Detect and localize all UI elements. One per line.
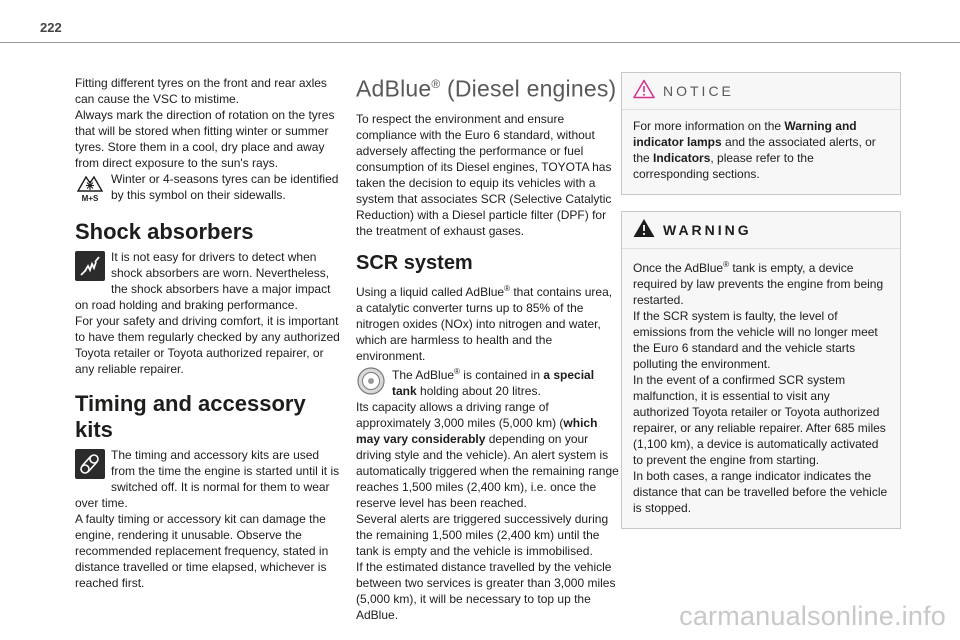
scr-text-1 — [356, 281, 621, 364]
warning-p1-b: tank is empty, a device required by law prevents the engine from being restarted. — [633, 261, 884, 307]
scr-heading: SCR system — [356, 251, 473, 274]
scr-p1-reg: ® — [504, 283, 511, 293]
timing-belt-icon — [75, 449, 105, 479]
cap-b: depending on your driving style and the vehicle). An alert system is automatically triggered when the remaining range reaches 1,500 miles (2,400 km), i.e. once the reserve level has been reached. — [356, 431, 619, 510]
warning-box — [621, 211, 901, 529]
capacity-text — [356, 399, 621, 511]
warning-text-2: If the SCR system is faulty, the level of emissions from the vehicle will no longer meet the Euro 6 standard and the vehicle starts polluting the environment. — [633, 309, 878, 371]
timing-row — [75, 447, 340, 511]
shock-absorbers-heading: Shock absorbers — [75, 219, 254, 244]
adblue-heading-reg: ® — [431, 77, 441, 91]
tank-reg: ® — [454, 366, 460, 376]
notice-bold-1: Warning and indicator lamps — [633, 119, 857, 149]
page-number: 222 — [40, 20, 62, 35]
tank-bold: a special tank — [392, 367, 595, 398]
warning-triangle-icon — [633, 218, 655, 242]
shock-absorber-icon — [75, 251, 105, 281]
warning-p1-a: Once the AdBlue — [633, 261, 724, 275]
winter-tyres-row — [75, 171, 340, 205]
winter-tyres-text: Winter or 4-seasons tyres can be identified by this symbol on their sidewalls. — [111, 172, 339, 202]
column-left — [75, 75, 340, 591]
column-middle — [356, 70, 621, 623]
notice-c: , please refer to the corresponding sections. — [633, 151, 814, 181]
notice-a: For more information on the — [633, 119, 785, 133]
shock-text-2: For your safety and driving comfort, it is important to have them regularly checked by any authorized Toyota retailer or Toyota authorized repairer, or any reliable repairer. — [75, 314, 340, 376]
warning-p1-reg: ® — [723, 260, 729, 269]
warning-body — [633, 257, 889, 516]
cap-bold: which may vary considerably — [356, 415, 598, 446]
adblue-intro: To respect the environment and ensure compliance with the Euro 6 standard, without adversely affecting the performance or fuel consumption of its Diesel engines, TOYOTA has taken the decision to equip its vehicles with a system that associates SCR (Selective Catalytic Reduction) with a Diesel particle filter (DPF) for the treatment of exhaust gases. — [356, 111, 612, 238]
alerts-text: Several alerts are triggered successively during the remaining 1,500 miles (2,400 km) until the tank is empty and the vehicle is immobilised. — [356, 511, 609, 558]
notice-b: and the associated alerts, or the — [633, 135, 876, 165]
tank-c: holding about 20 litres. — [416, 383, 541, 398]
footer-watermark: carmanualsonline.info — [679, 601, 946, 631]
topup-text: If the estimated distance travelled by the vehicle between two services is greater than 3,000 miles (5,000 km), it will be necessary to top up the AdBlue. — [356, 559, 616, 622]
notice-triangle-icon — [633, 79, 655, 103]
adblue-heading-rest: (Diesel engines) — [440, 75, 617, 102]
notice-box — [621, 72, 901, 195]
cap-a: Its capacity allows a driving range of approximately 3,000 miles (5,000 km) ( — [356, 399, 564, 430]
svg-text:M+S: M+S — [81, 194, 99, 203]
scr-p1-b: that contains urea, a catalytic converter turns up to 85% of the nitrogen oxides (NOx) into nitrogen and water, which are harmless to health and the environment. — [356, 284, 613, 363]
tyres-intro-2: Always mark the direction of rotation on the tyres that will be stored when fitting winter or summer tyres. Store them in a cool, dry place and away from direct exposure to the sun's rays. — [75, 108, 335, 170]
adblue-heading — [356, 70, 621, 103]
timing-text-2: A faulty timing or accessory kit can damage the engine, rendering it unusable. Observe the recommended replacement frequency, stated in distance travelled or time elapsed, whichever is reached first. — [75, 512, 329, 590]
column-right — [621, 72, 901, 545]
timing-kits-heading: Timing and accessory kits — [75, 391, 306, 442]
header-divider — [0, 42, 960, 43]
tyres-intro-1: Fitting different tyres on the front and rear axles can cause the VSC to mistime. — [75, 76, 327, 106]
tank-a: The AdBlue — [392, 367, 455, 382]
notice-bold-2: Indicators — [653, 151, 711, 165]
tank-b: is contained in — [459, 367, 544, 382]
shock-text-1: It is not easy for drivers to detect when shock absorbers are worn. Nevertheless, the shock absorbers have a major impact on road holding and braking performance. — [75, 250, 331, 312]
warning-title-bar — [622, 212, 900, 249]
warning-text-1 — [633, 257, 889, 308]
timing-text-1: The timing and accessory kits are used from the time the engine is started until it is switched off. It is normal for them to wear over time. — [75, 448, 340, 510]
notice-title-bar — [622, 73, 900, 110]
notice-body — [633, 118, 889, 182]
warning-text-4: In both cases, a range indicator indicates the distance that can be travelled before the vehicle is stopped. — [633, 469, 888, 515]
tank-row — [356, 364, 621, 399]
scr-p1-a: Using a liquid called AdBlue — [356, 284, 505, 299]
snowflake-mountain-icon — [75, 173, 105, 203]
warning-text-3: In the event of a confirmed SCR system malfunction, it is essential to visit any authorized Toyota retailer or Toyota authorized repairer, or any reliable repairer. After 685 miles (1,100 km), a device is automatically activated to prevent the engine from starting. — [633, 373, 886, 467]
warning-title: WARNING — [663, 222, 752, 238]
tank-text — [356, 364, 621, 399]
notice-title: NOTICE — [663, 83, 734, 99]
adblue-tank-icon — [356, 366, 386, 396]
adblue-heading-main: AdBlue — [356, 75, 432, 102]
shock-row — [75, 249, 340, 313]
